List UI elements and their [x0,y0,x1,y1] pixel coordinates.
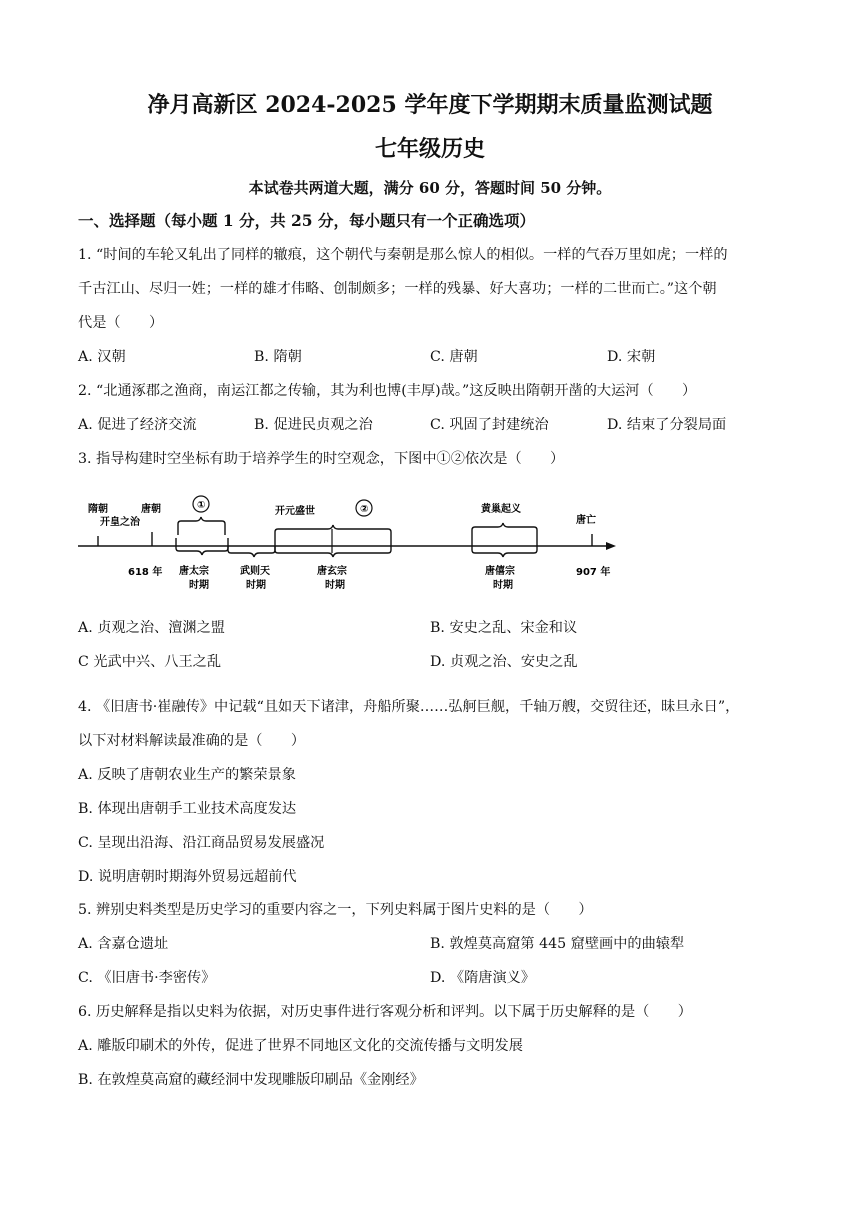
question-2-option-c: C. 巩固了封建统治 [430,417,549,433]
label-kaiyuan: 开元盛世 [275,506,315,517]
question-3-option-d: D. 贞观之治、安史之乱 [430,654,578,670]
question-3-option-a: A. 贞观之治、澶渊之盟 [78,620,225,636]
label-huangchao: 黄巢起义 [481,504,521,515]
question-4-option-a: A. 反映了唐朝农业生产的繁荣景象 [78,767,296,783]
question-4-option-c: C. 呈现出沿海、沿江商品贸易发展盛况 [78,835,325,851]
question-1-line-3: 代是（ ） [78,315,164,331]
brace-xizong-lower [472,542,537,557]
label-tang: 唐朝 [141,504,161,515]
question-5-option-a: A. 含嘉仓遗址 [78,936,169,952]
question-6-option-b: B. 在敦煌莫高窟的藏经洞中发现雕版印刷品《金刚经》 [78,1072,424,1088]
label-907: 907 年 [576,567,611,578]
question-1-line-1: 1. “时间的车轮又轧出了同样的辙痕，这个朝代与秦朝是那么惊人的相似。一样的气吞万里如虎；一样的 [78,247,728,263]
question-6-option-a: A. 雕版印刷术的外传，促进了世界不同地区文化的交流传播与文明发展 [78,1038,523,1054]
label-xizong: 唐僖宗 [485,566,515,577]
label-xuanzong: 唐玄宗 [317,566,347,577]
question-1-option-b: B. 隋朝 [254,349,302,365]
question-5-option-c: C. 《旧唐书·李密传》 [78,970,216,986]
label-tangwang: 唐亡 [576,515,596,526]
label-xuanzong-period: 时期 [325,580,345,591]
label-taizong-period: 时期 [189,580,209,591]
label-wuzetian-period: 时期 [246,580,266,591]
label-xizong-period: 时期 [493,580,513,591]
question-3-option-b: B. 安史之乱、宋金和议 [430,620,578,636]
question-1-option-c: C. 唐朝 [430,349,478,365]
label-taizong: 唐太宗 [179,566,209,577]
question-1-option-a: A. 汉朝 [78,349,126,365]
label-wuzetian: 武则天 [240,566,270,577]
question-2-line-1: 2. “北通涿郡之渔商，南运江都之传输，其为利也博(丰厚)哉。”这反映出隋朝开凿的大运河（ ） [78,383,697,399]
question-2-option-d: D. 结束了分裂局面 [607,417,727,433]
grade-subject: 七年级历史 [374,136,485,162]
label-sui: 隋朝 [88,504,108,515]
section-heading: 一、选择题（每小题 1 分，共 25 分，每小题只有一个正确选项） [78,211,535,230]
brace-wuzetian-lower [228,546,275,557]
timeline-diagram [70,488,630,604]
question-6-line-1: 6. 历史解释是指以史料为依据，对历史事件进行客观分析和评判。以下属于历史解释的是（ ） [78,1004,692,1020]
exam-title: 净月高新区 2024-2025 学年度下学期期末质量监测试题 [147,92,713,118]
question-1-line-2: 千古江山、尽归一姓；一样的雄才伟略、创制颇多；一样的残暴、好大喜功；一样的二世而亡。”这个朝 [78,281,717,297]
brace-1-upper [178,517,225,535]
brace-2-upper [275,525,391,542]
question-5-option-d: D. 《隋唐演义》 [430,970,536,986]
label-circle-2: ② [360,504,369,515]
brace-xuanzong-lower [275,542,391,557]
question-4-line-2: 以下对材料解读最准确的是（ ） [78,733,306,749]
exam-instructions: 本试卷共两道大题，满分 60 分，答题时间 50 分钟。 [248,179,612,197]
question-3-line-1: 3. 指导构建时空坐标有助于培养学生的时空观念，下图中①②依次是（ ） [78,451,565,467]
question-5-option-b: B. 敦煌莫高窟第 445 窟壁画中的曲辕犁 [430,936,685,952]
label-kaihuang: 开皇之治 [100,517,140,528]
brace-huangchao-upper [472,523,537,542]
question-5-line-1: 5. 辨别史料类型是历史学习的重要内容之一，下列史料属于图片史料的是（ ） [78,902,593,918]
timeline-arrow [606,542,616,550]
question-4-option-d: D. 说明唐朝时期海外贸易远超前代 [78,869,297,885]
question-3-option-c: C 光武中兴、八王之乱 [78,654,222,670]
question-4-option-b: B. 体现出唐朝手工业技术高度发达 [78,801,297,817]
question-2-option-a: A. 促进了经济交流 [78,417,197,433]
label-circle-1: ① [197,500,206,511]
label-618: 618 年 [128,567,163,578]
question-2-option-b: B. 促进民贞观之治 [254,417,373,433]
question-4-line-1: 4. 《旧唐书·崔融传》中记载“且如天下诸津，舟船所聚……弘舸巨舰，千轴万艘，交贸往还，昧旦永日”， [78,699,740,715]
question-1-option-d: D. 宋朝 [607,349,656,365]
